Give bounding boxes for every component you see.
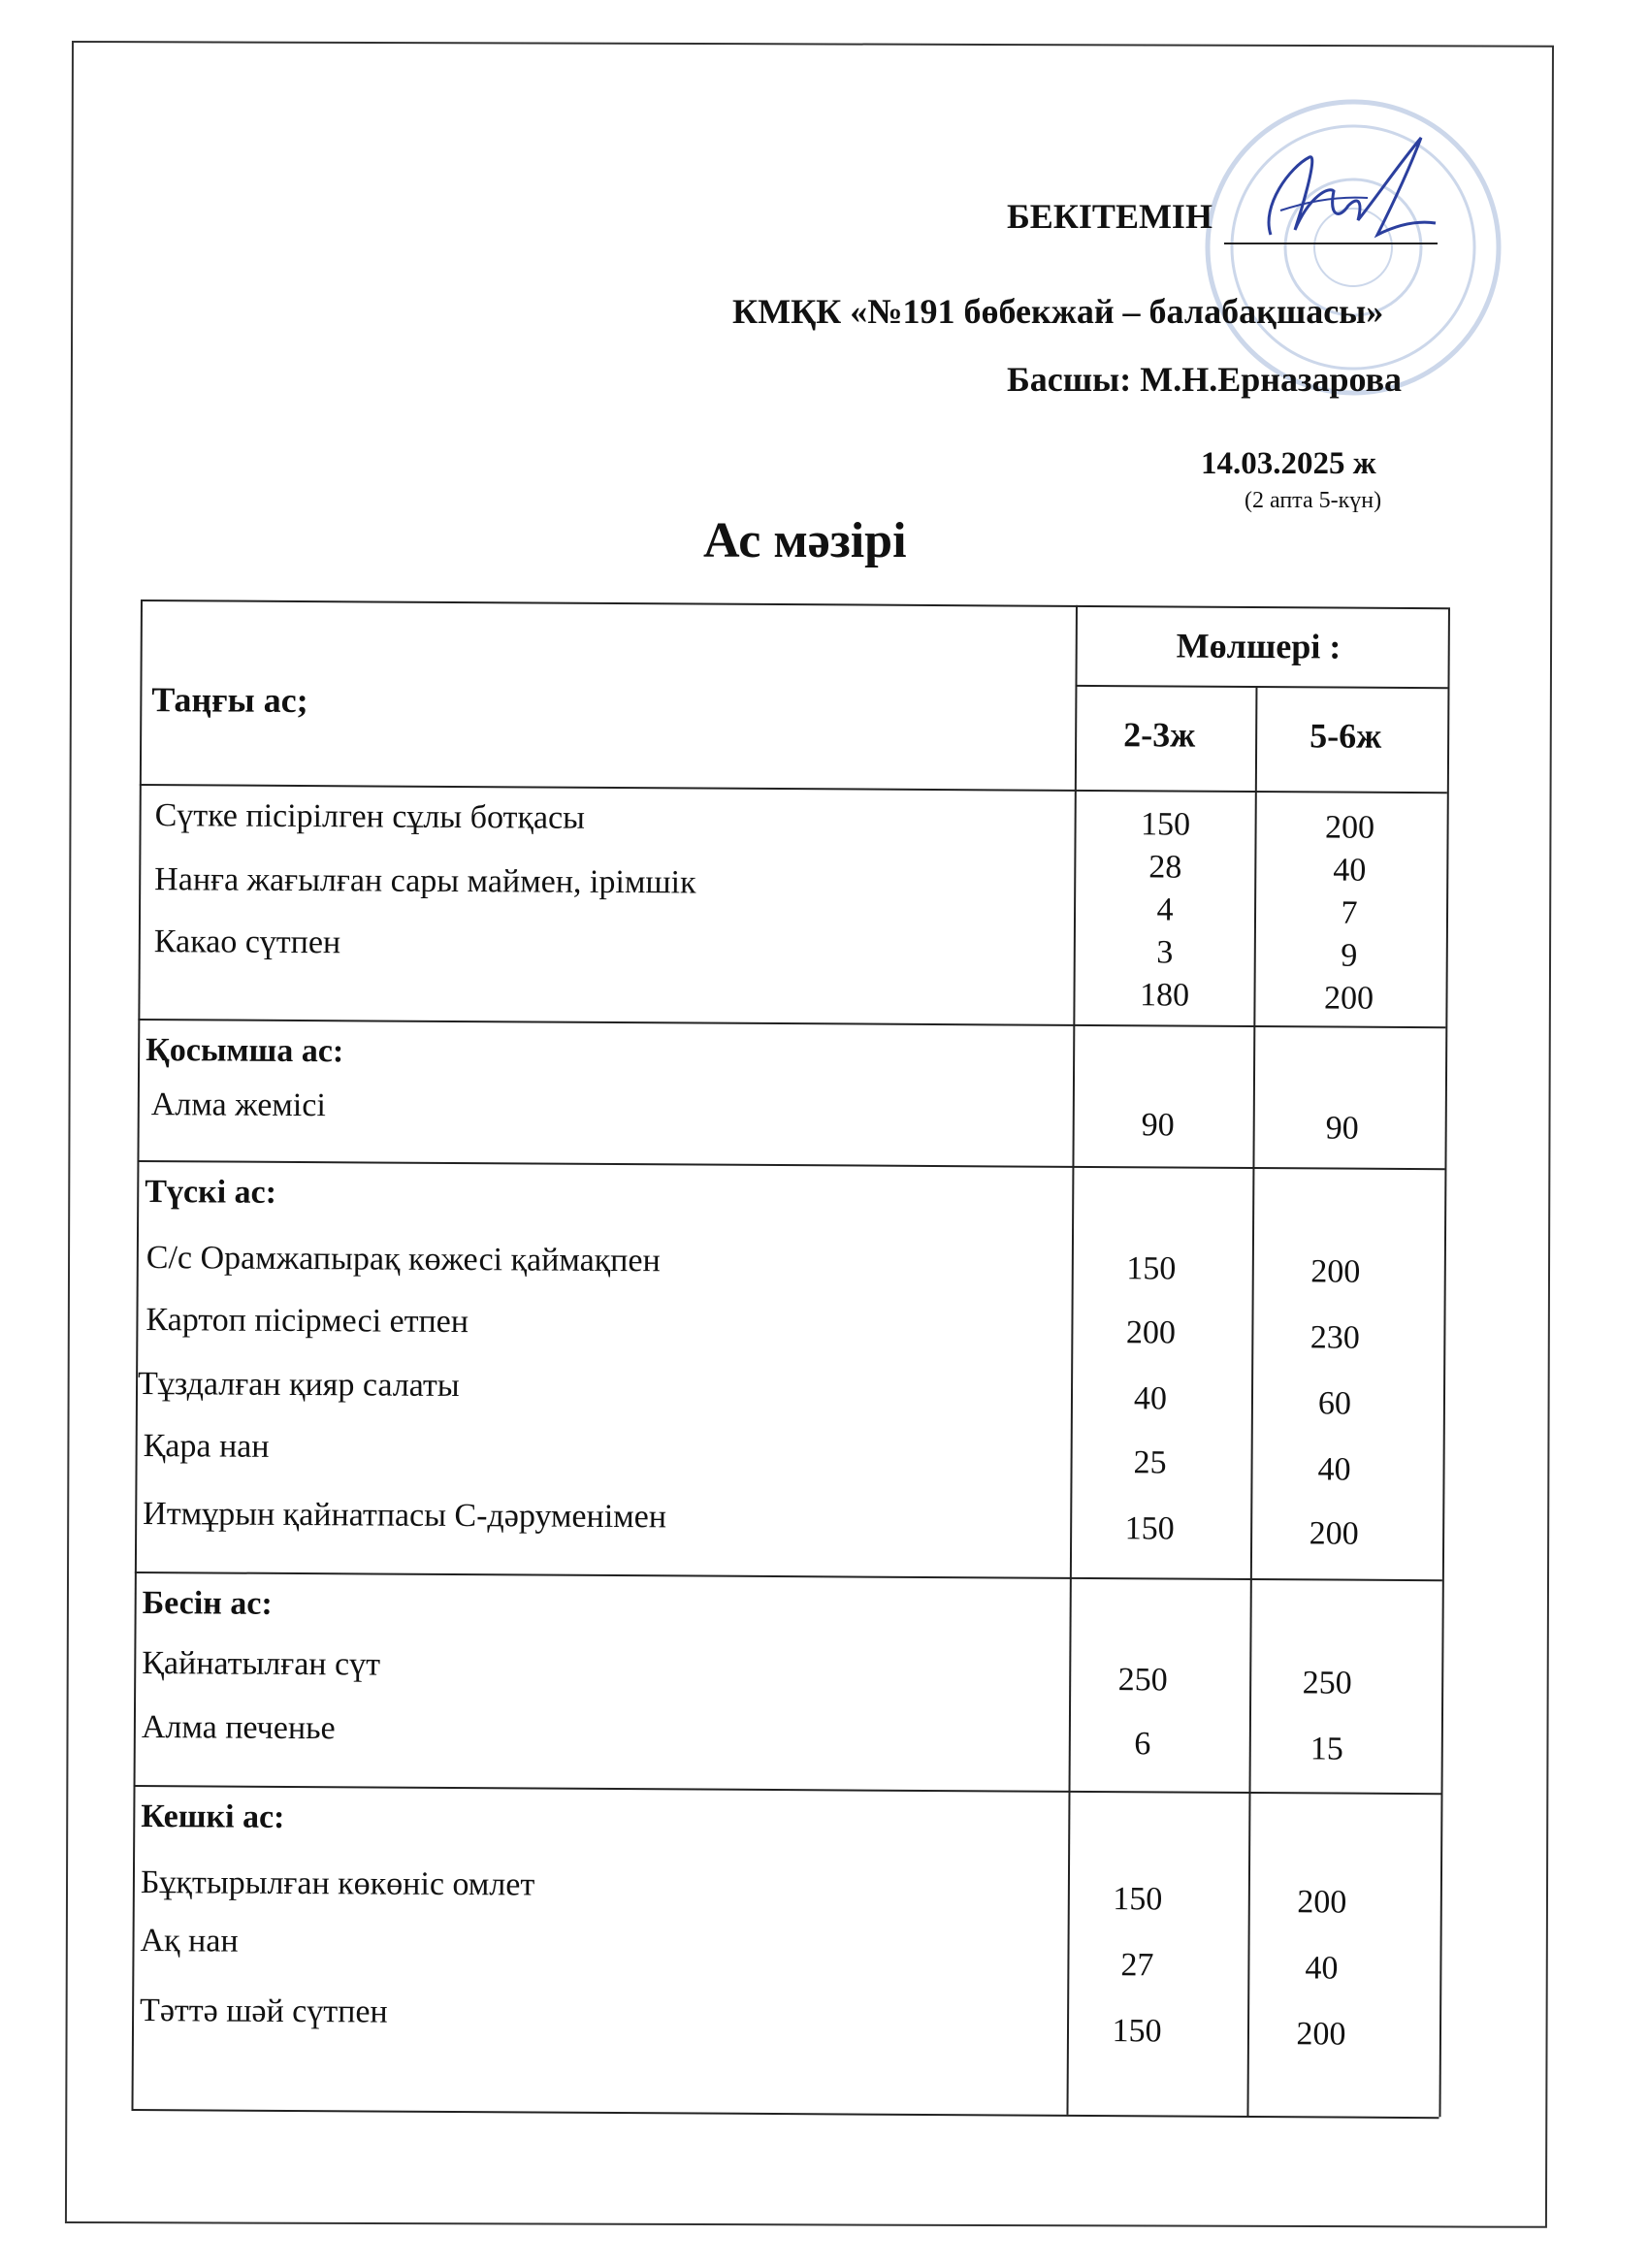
col-header-2-3: 2-3ж bbox=[1123, 715, 1196, 755]
amount-2-3: 27 bbox=[1120, 1947, 1154, 1984]
amount-5-6: 40 bbox=[1305, 1950, 1339, 1987]
head-name: Басшы: М.Н.Ерназарова bbox=[1007, 360, 1403, 399]
amount-5-6: 200 bbox=[1309, 1515, 1359, 1552]
snack-bottom-line bbox=[137, 1160, 1444, 1170]
amount-5-6: 40 bbox=[1333, 852, 1367, 889]
section-title: Кешкі ас: bbox=[141, 1798, 285, 1835]
menu-item: Бұқтырылған көкөніс омлет bbox=[140, 1864, 535, 1903]
approve-label: БЕКІТЕМІН bbox=[1007, 197, 1212, 236]
signature-icon bbox=[1251, 128, 1445, 264]
amount-2-3: 40 bbox=[1133, 1380, 1168, 1417]
amount-header-divider bbox=[1075, 685, 1447, 689]
amount-2-3: 150 bbox=[1126, 1250, 1177, 1287]
week-day: (2 апта 5-күн) bbox=[1245, 488, 1382, 513]
amount-5-6: 15 bbox=[1310, 1731, 1343, 1767]
section-title: Түскі ас: bbox=[145, 1174, 277, 1211]
menu-item: Какао сүтпен bbox=[153, 923, 341, 961]
section-title: Қосымша ас: bbox=[146, 1032, 344, 1070]
amount-5-6: 230 bbox=[1310, 1319, 1360, 1356]
menu-item: Тәттә шәй сүтпен bbox=[140, 1993, 388, 2030]
amount-2-3: 6 bbox=[1134, 1726, 1151, 1763]
menu-item: Алма жемісі bbox=[150, 1086, 326, 1124]
lunch-bottom-line bbox=[135, 1571, 1442, 1581]
page-title: Ас мәзірі bbox=[703, 513, 907, 568]
amount-5-6: 200 bbox=[1324, 809, 1375, 846]
menu-table bbox=[131, 599, 1447, 2117]
amount-2-3: 180 bbox=[1139, 977, 1190, 1014]
amount-2-3: 3 bbox=[1156, 934, 1174, 971]
amount-2-3: 150 bbox=[1140, 806, 1191, 843]
amount-2-3: 150 bbox=[1112, 2013, 1162, 2050]
amount-5-6: 9 bbox=[1341, 937, 1358, 974]
amount-5-6: 90 bbox=[1325, 1110, 1359, 1147]
column-divider-2 bbox=[1246, 686, 1257, 2116]
amount-5-6: 200 bbox=[1296, 2016, 1346, 2053]
amount-2-3: 250 bbox=[1117, 1662, 1168, 1699]
amount-header: Мөлшері : bbox=[1176, 626, 1342, 666]
menu-item: Нанға жағылған сары маймен, ірімшік bbox=[154, 861, 696, 901]
menu-item: Қайнатылған сүт bbox=[142, 1645, 381, 1683]
amount-5-6: 200 bbox=[1297, 1884, 1347, 1921]
organization-name: КМҚК «№191 бөбекжай – балабақшасы» bbox=[732, 292, 1384, 331]
menu-item: Сүтке пісірілген сұлы ботқасы bbox=[154, 797, 586, 836]
menu-item: Алма печенье bbox=[141, 1709, 336, 1747]
menu-item: С/с Орамжапырақ көжесі қаймақпен bbox=[146, 1240, 661, 1280]
column-divider-1 bbox=[1066, 605, 1078, 2115]
menu-date: 14.03.2025 ж bbox=[1201, 446, 1376, 481]
breakfast-title: Таңғы ас; bbox=[151, 680, 308, 721]
menu-item: Тұздалған қияр салаты bbox=[137, 1365, 460, 1405]
breakfast-bottom-line bbox=[138, 1019, 1445, 1028]
amount-2-3: 4 bbox=[1156, 891, 1174, 928]
amount-5-6: 7 bbox=[1341, 894, 1358, 931]
menu-item: Ақ нан bbox=[140, 1923, 239, 1960]
menu-item: Итмұрын қайнатпасы С-дәруменімен bbox=[143, 1496, 667, 1536]
amount-5-6: 40 bbox=[1317, 1451, 1351, 1488]
col-header-5-6: 5-6ж bbox=[1310, 716, 1382, 756]
section-title: Бесін ас: bbox=[142, 1585, 273, 1622]
amount-2-3: 90 bbox=[1141, 1107, 1175, 1144]
amount-2-3: 25 bbox=[1133, 1444, 1167, 1481]
amount-5-6: 250 bbox=[1302, 1665, 1352, 1701]
amount-2-3: 150 bbox=[1113, 1881, 1163, 1918]
amount-2-3: 28 bbox=[1148, 849, 1182, 886]
amount-2-3: 200 bbox=[1125, 1314, 1177, 1351]
amount-2-3: 150 bbox=[1124, 1510, 1175, 1547]
menu-item: Қара нан bbox=[143, 1428, 270, 1465]
amount-5-6: 200 bbox=[1323, 980, 1374, 1017]
amount-5-6: 200 bbox=[1310, 1253, 1361, 1290]
header-bottom-line bbox=[140, 784, 1447, 794]
amount-5-6: 60 bbox=[1317, 1385, 1352, 1422]
afternoon-bottom-line bbox=[134, 1785, 1441, 1795]
menu-item: Картоп пісірмесі етпен bbox=[146, 1302, 469, 1341]
